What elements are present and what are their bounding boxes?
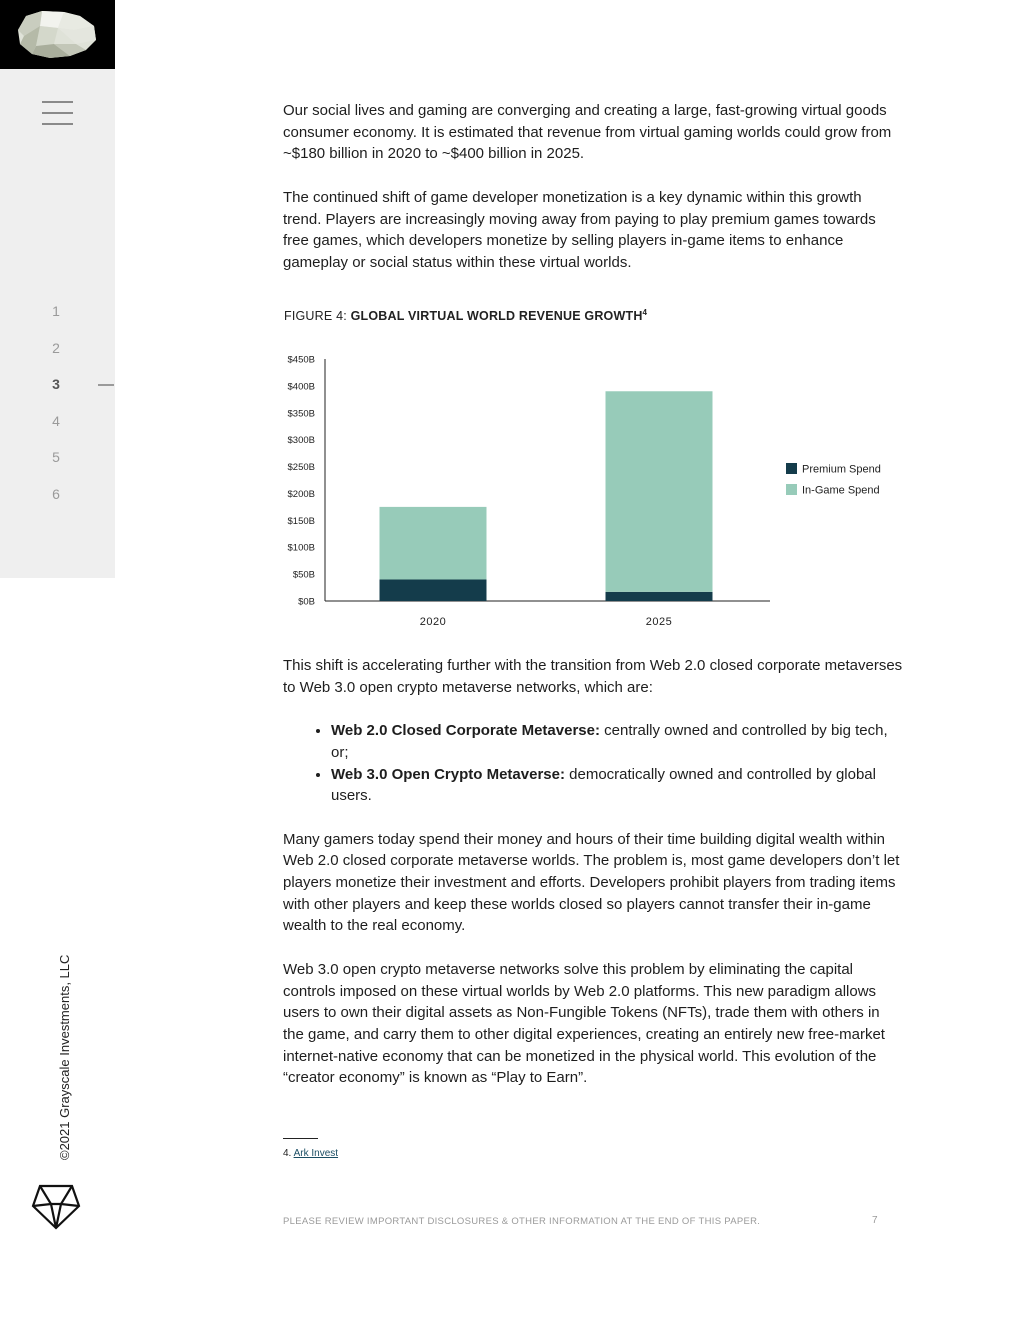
footnote [283, 1148, 338, 1159]
menu-icon[interactable] [42, 101, 73, 127]
list-item-bold: Web 3.0 Open Crypto Metaverse: [331, 765, 565, 783]
paragraph: The continued shift of game developer monetization is a key dynamic within this growth trend. Players are increasingly moving away from paying to play premium games towards free games, which developers monetize by selling players in-game items to enhance gameplay or social status within these virtual worlds. [283, 188, 876, 271]
page-number: 7 [872, 1215, 878, 1226]
list-item-text: centrally owned and controlled by big tech, or; [331, 722, 888, 761]
bar-2020-in-game-spend [380, 507, 487, 580]
body-text-top [283, 100, 903, 274]
figure-title [284, 308, 647, 323]
list-item-bold: Web 2.0 Closed Corporate Metaverse: [331, 722, 600, 740]
bar-2025-premium-spend [606, 592, 713, 601]
footnote-number: 4. [283, 1148, 292, 1159]
grayscale-logo-icon [31, 1184, 81, 1230]
y-tick-label: $200B [287, 488, 315, 500]
paragraph: Our social lives and gaming are converging and creating a large, fast-growing virtual goods consumer economy. It is estimated that revenue from virtual gaming worlds could grow from ~$180 billion in 2020 to ~$400 billion in 2025. [283, 102, 892, 163]
legend-label: Premium Spend [802, 463, 881, 476]
y-tick-label: $450B [287, 354, 315, 366]
page-link-4[interactable]: 4 [52, 413, 60, 429]
bar-2025-in-game-spend [606, 391, 713, 592]
footnote-link[interactable]: Ark Invest [293, 1148, 339, 1159]
page-link-3[interactable]: 3 [52, 376, 60, 392]
x-tick-label: 2020 [419, 616, 447, 628]
page-link-5[interactable]: 5 [52, 449, 60, 465]
y-tick-label: $300B [287, 435, 315, 447]
bar-2020-premium-spend [380, 579, 487, 601]
footnote-divider [283, 1138, 318, 1139]
y-tick-label: $400B [287, 381, 315, 393]
page-link-1[interactable]: 1 [52, 303, 60, 319]
list-item [331, 764, 903, 807]
bullet-list [283, 720, 903, 807]
body-text-bottom [283, 655, 903, 1089]
disclaimer-text: PLEASE REVIEW IMPORTANT DISCLOSURES & OTHER INFORMATION AT THE END OF THIS PAPER. [283, 1216, 761, 1227]
page-link-2[interactable]: 2 [52, 340, 60, 356]
legend-swatch [786, 484, 797, 495]
y-tick-label: $250B [287, 462, 315, 474]
legend-label: In-Game Spend [802, 484, 880, 497]
x-tick-label: 2025 [645, 616, 673, 628]
revenue-bar-chart [280, 345, 910, 640]
figure-label: FIGURE 4: [284, 309, 351, 324]
list-item [331, 720, 903, 763]
y-tick-label: $350B [287, 408, 315, 420]
figure-heading: GLOBAL VIRTUAL WORLD REVENUE GROWTH [350, 309, 643, 324]
legend-swatch [786, 463, 797, 474]
y-tick-label: $150B [287, 515, 315, 527]
y-tick-label: $100B [287, 542, 315, 554]
rock-logo-icon [0, 0, 115, 69]
copyright-text: ©2021 Grayscale Investments, LLC [57, 954, 72, 1160]
paragraph: This shift is accelerating further with the transition from Web 2.0 closed corporate metaverses to Web 3.0 open crypto metaverse networks, which are: [283, 657, 903, 696]
figure-footnote-ref: 4 [642, 308, 648, 317]
list-item-text: democratically owned and controlled by global users. [331, 765, 876, 805]
y-tick-label: $0B [298, 596, 315, 608]
y-tick-label: $50B [292, 569, 315, 581]
paragraph: Web 3.0 open crypto metaverse networks solve this problem by eliminating the capital controls imposed on these virtual worlds by Web 2.0 platforms. This new paradigm allows users to own their digital assets as Non-Fungible Tokens (NFTs), trade them with others in the game, and carry them to other digital experiences, creating an entirely new free-market internet-native economy that can be monetized in the physical world. This evolution of the “creator economy” is known as “Play to Earn”. [283, 960, 885, 1087]
paragraph: Many gamers today spend their money and hours of their time building digital wealth within Web 2.0 closed corporate metaverse worlds. The problem is, most game developers don’t let players monetize their investment and efforts. Developers prohibit players from trading items with other players and keep these worlds closed so players cannot transfer their in-game wealth to the real economy. [283, 830, 900, 935]
active-page-marker [98, 384, 114, 386]
brand-logo-box [0, 0, 115, 69]
page-link-6[interactable]: 6 [52, 486, 60, 502]
